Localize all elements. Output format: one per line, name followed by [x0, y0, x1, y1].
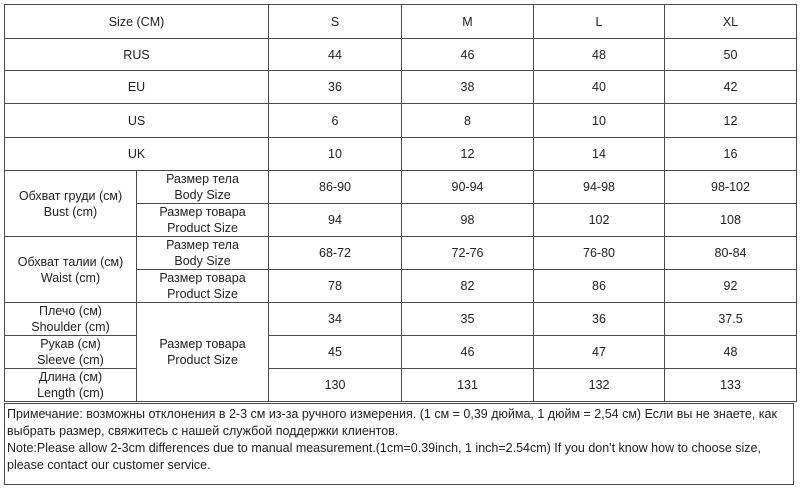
- bust-body-size-label: [137, 171, 269, 204]
- shoulder-label-ru: Плечо (см): [39, 304, 102, 318]
- bust-body-m: 90-94: [402, 171, 534, 204]
- length-l: 132: [534, 369, 665, 402]
- us-s: 6: [269, 104, 402, 138]
- shoulder-row: [5, 303, 797, 336]
- waist-body-m: 72-76: [402, 237, 534, 270]
- length-xl: 133: [665, 369, 797, 402]
- shoulder-xl: 37.5: [665, 303, 797, 336]
- waist-product-s: 78: [269, 270, 402, 303]
- size-m-header: M: [402, 5, 534, 39]
- size-table: [4, 4, 797, 402]
- length-m: 131: [402, 369, 534, 402]
- sleeve-label-ru: Рукав (см): [40, 337, 101, 351]
- bust-body-l: 94-98: [534, 171, 665, 204]
- waist-body-size-en: Body Size: [174, 254, 231, 268]
- rus-l: 48: [534, 39, 665, 71]
- sleeve-label: [5, 336, 137, 369]
- bust-product-size-label: [137, 204, 269, 237]
- bust-body-size-en: Body Size: [174, 188, 231, 202]
- rus-row: [5, 39, 797, 71]
- waist-label-en: Waist (cm): [40, 270, 101, 285]
- waist-product-m: 82: [402, 270, 534, 303]
- size-s-header: S: [269, 5, 402, 39]
- uk-xl: 16: [665, 138, 797, 171]
- product-size-group-label: [137, 303, 269, 402]
- eu-l: 40: [534, 71, 665, 104]
- uk-row: [5, 138, 797, 171]
- bust-label-en: Bust (cm): [43, 204, 98, 219]
- size-xl-header: XL: [665, 5, 797, 39]
- rus-label: RUS: [5, 39, 269, 71]
- measurement-note: [4, 403, 794, 485]
- waist-body-size-label: [137, 237, 269, 270]
- shoulder-s: 34: [269, 303, 402, 336]
- waist-product-xl: 92: [665, 270, 797, 303]
- bust-body-xl: 98-102: [665, 171, 797, 204]
- sleeve-xl: 48: [665, 336, 797, 369]
- uk-l: 14: [534, 138, 665, 171]
- waist-product-size-label: [137, 270, 269, 303]
- uk-label: UK: [5, 138, 269, 171]
- sleeve-l: 47: [534, 336, 665, 369]
- uk-s: 10: [269, 138, 402, 171]
- length-row: [5, 369, 797, 402]
- product-size-group-en: Product Size: [167, 353, 238, 367]
- header-row: [5, 5, 797, 39]
- shoulder-label: [5, 303, 137, 336]
- bust-product-l: 102: [534, 204, 665, 237]
- us-label: US: [5, 104, 269, 138]
- waist-label-ru: Обхват талии (см): [17, 254, 124, 269]
- bust-product-size-ru: Размер товара: [159, 205, 246, 219]
- sleeve-row: [5, 336, 797, 369]
- sleeve-s: 45: [269, 336, 402, 369]
- rus-s: 44: [269, 39, 402, 71]
- shoulder-m: 35: [402, 303, 534, 336]
- waist-body-row: [5, 237, 797, 270]
- bust-label-ru: Обхват груди (см): [18, 188, 123, 203]
- size-header: Size (CM): [5, 5, 269, 39]
- waist-body-s: 68-72: [269, 237, 402, 270]
- waist-body-l: 76-80: [534, 237, 665, 270]
- rus-xl: 50: [665, 39, 797, 71]
- note-ru: Примечание: возможны отклонения в 2-3 см из-за ручного измерения. (1 см = 0,39 дюйма, 1 дюйм = 2,54 см) Если вы не знаете, как выбрать размер, свяжитесь с нашей службой поддержки клиентов.: [7, 407, 777, 438]
- waist-label: [5, 237, 137, 303]
- shoulder-label-en: Shoulder (cm): [31, 320, 110, 334]
- length-s: 130: [269, 369, 402, 402]
- us-row: [5, 104, 797, 138]
- bust-product-m: 98: [402, 204, 534, 237]
- bust-product-s: 94: [269, 204, 402, 237]
- product-size-group-ru: Размер товара: [159, 337, 246, 351]
- us-m: 8: [402, 104, 534, 138]
- bust-body-row: [5, 171, 797, 204]
- shoulder-l: 36: [534, 303, 665, 336]
- waist-product-l: 86: [534, 270, 665, 303]
- note-en: Note:Please allow 2-3cm differences due to manual measurement.(1cm=0.39inch, 1 inch=2.54cm) If you don't know how to choose size, please contact our customer service.: [7, 441, 761, 472]
- us-xl: 12: [665, 104, 797, 138]
- bust-product-xl: 108: [665, 204, 797, 237]
- bust-body-s: 86-90: [269, 171, 402, 204]
- eu-row: [5, 71, 797, 104]
- us-l: 10: [534, 104, 665, 138]
- bust-body-size-ru: Размер тела: [166, 172, 239, 186]
- size-l-header: L: [534, 5, 665, 39]
- waist-product-size-en: Product Size: [167, 287, 238, 301]
- waist-product-size-ru: Размер товара: [159, 271, 246, 285]
- sleeve-label-en: Sleeve (cm): [37, 353, 104, 367]
- bust-label: [5, 171, 137, 237]
- rus-m: 46: [402, 39, 534, 71]
- length-label: [5, 369, 137, 402]
- eu-xl: 42: [665, 71, 797, 104]
- eu-label: EU: [5, 71, 269, 104]
- uk-m: 12: [402, 138, 534, 171]
- length-label-en: Length (cm): [37, 386, 104, 400]
- sleeve-m: 46: [402, 336, 534, 369]
- eu-s: 36: [269, 71, 402, 104]
- waist-body-size-ru: Размер тела: [166, 238, 239, 252]
- bust-product-size-en: Product Size: [167, 221, 238, 235]
- waist-body-xl: 80-84: [665, 237, 797, 270]
- eu-m: 38: [402, 71, 534, 104]
- length-label-ru: Длина (см): [38, 370, 103, 384]
